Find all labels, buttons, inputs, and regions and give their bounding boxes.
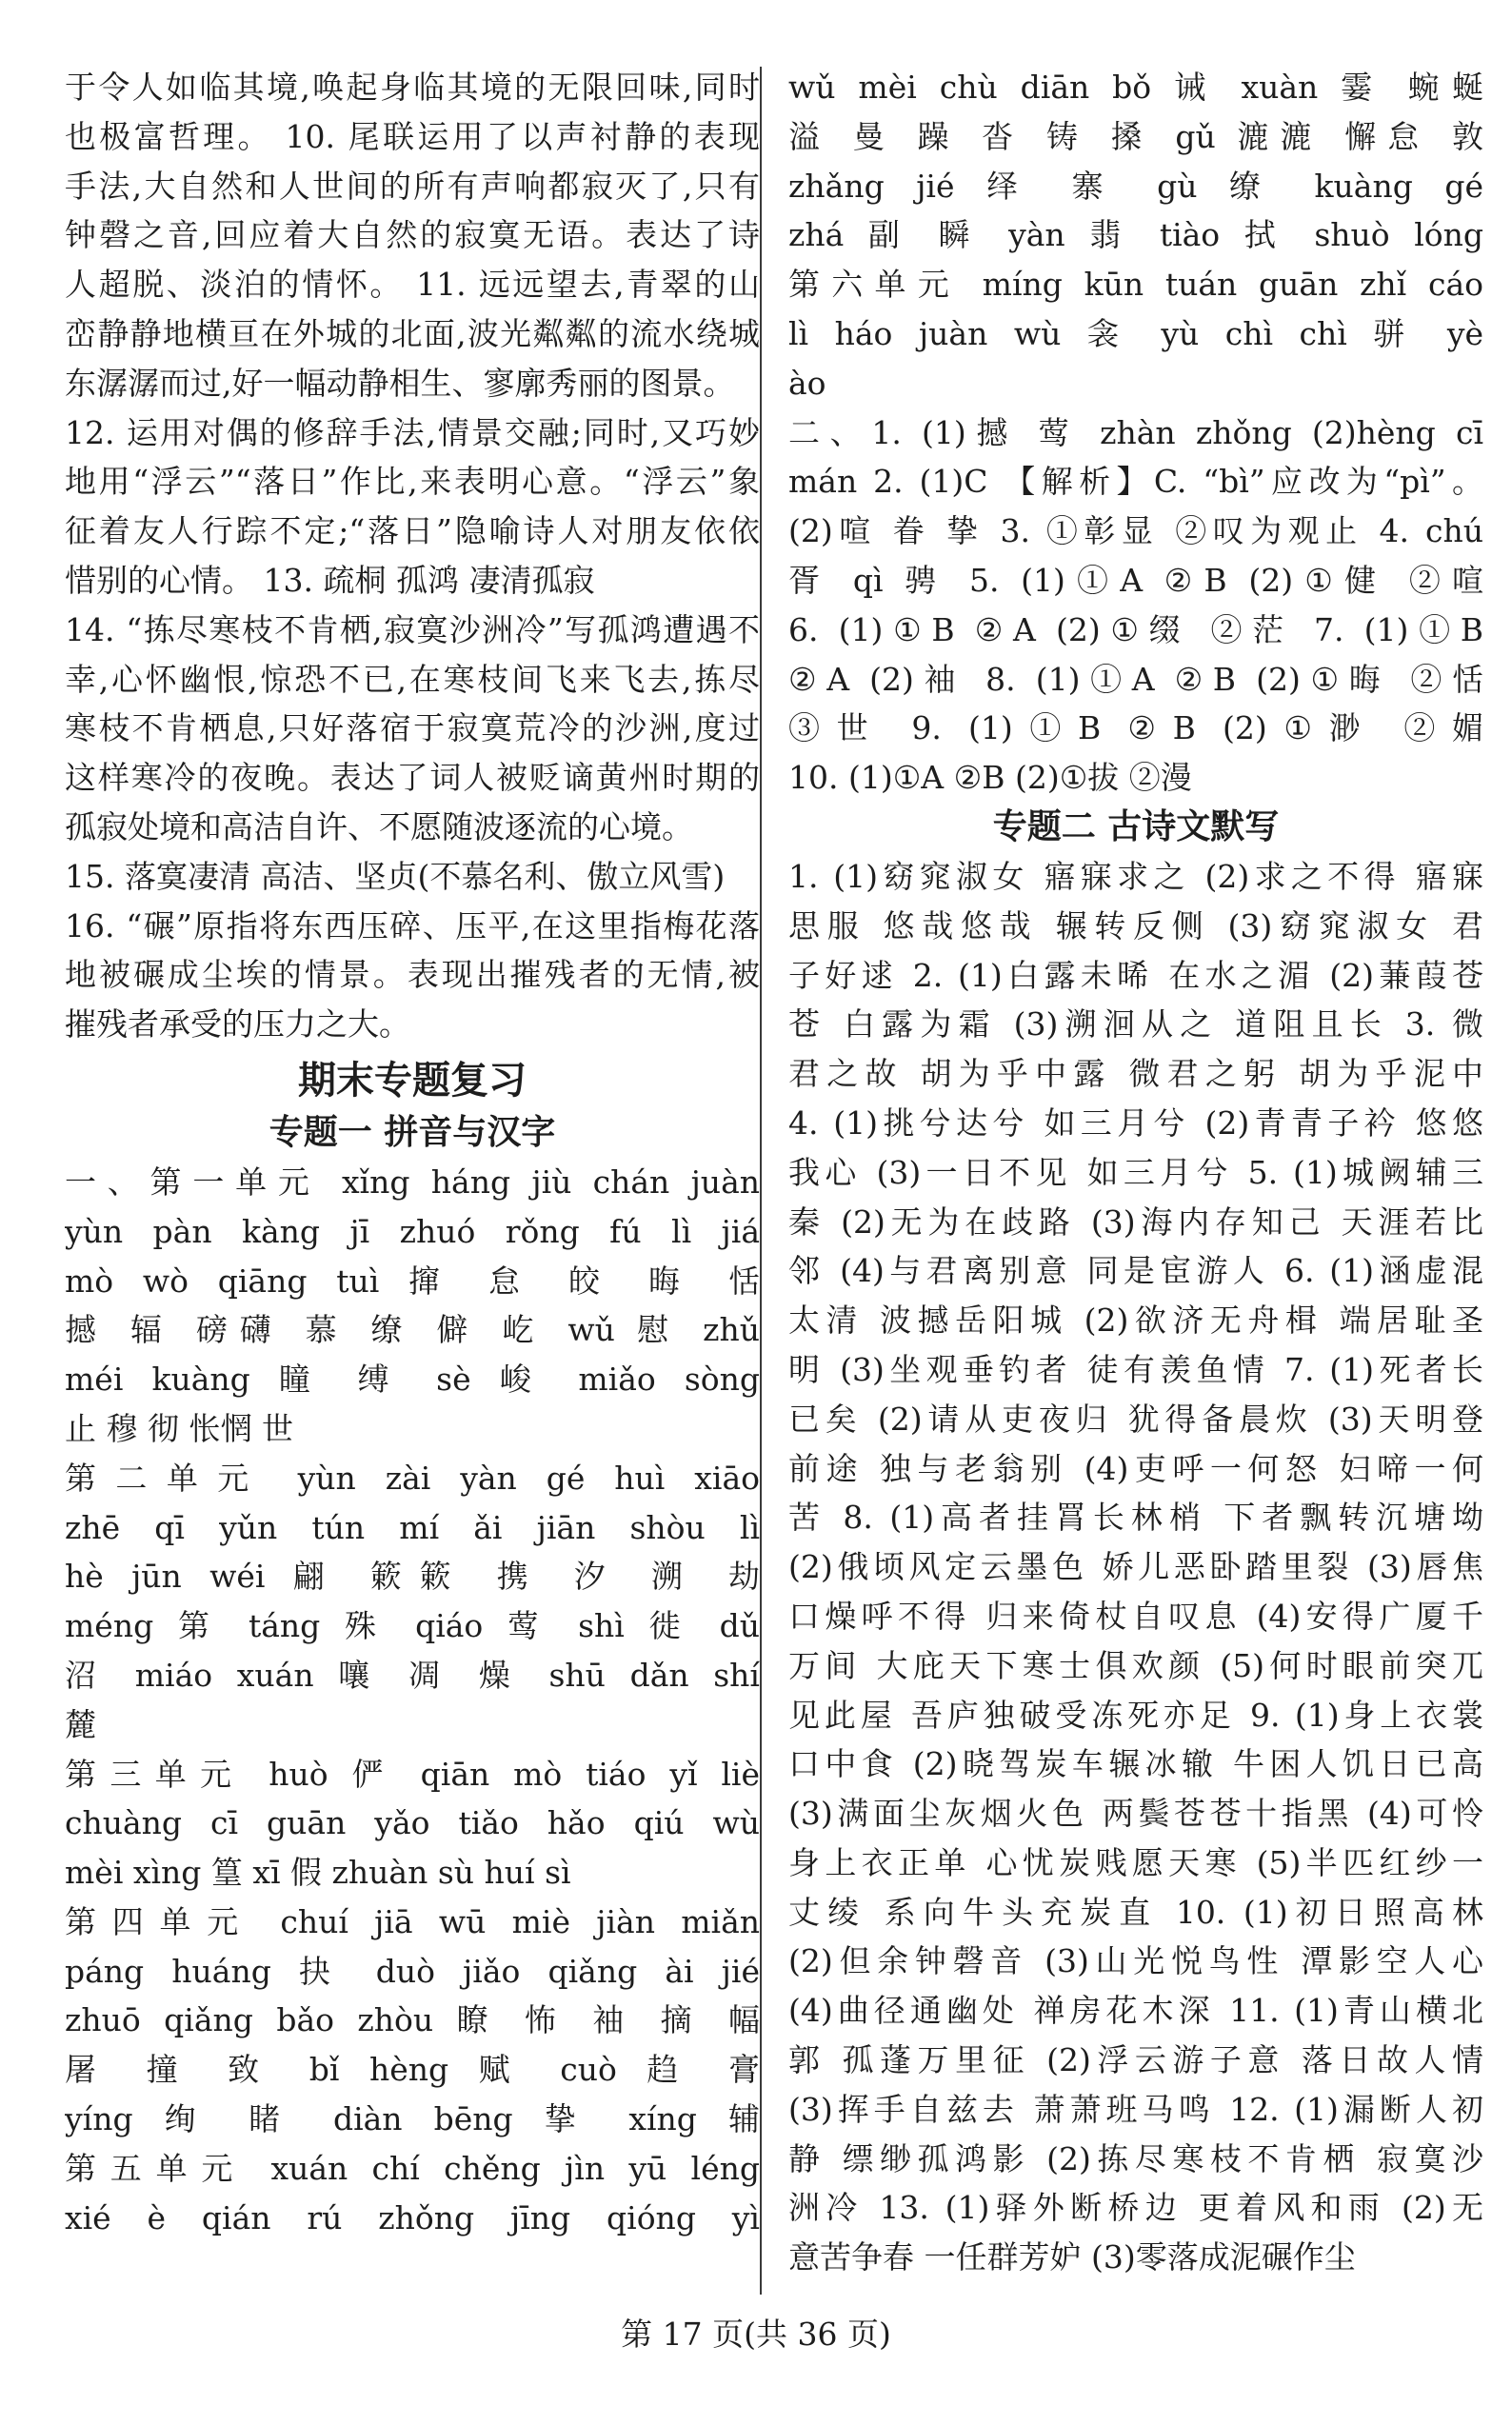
text-line: 孤寂处境和高洁自许、不愿随波逐流的心境。 bbox=[65, 807, 693, 845]
text-line: mèi xìng 篁 xī 假 zhuàn sù huí sì bbox=[65, 1854, 571, 1892]
text-line: 征着友人行踪不定;“落日”隐喻诗人对朋友依依 bbox=[65, 512, 760, 550]
poem-dictation-answers bbox=[788, 852, 1483, 2282]
text-line: 一、第一单元 xǐng háng jiù chán juàn bbox=[65, 1163, 760, 1201]
text-line: chuàng cī guān yǎo tiǎo hǎo qiú wù bbox=[65, 1804, 760, 1842]
text-line: 12. 运用对偶的修辞手法,情景交融;同时,又巧妙 bbox=[65, 413, 760, 451]
text-line: 秦 (2)无为在歧路 (3)海内存知己 天涯若比 bbox=[788, 1203, 1483, 1241]
text-line: hè jūn wéi 翩 簌簌 携 汐 溯 劫 bbox=[65, 1558, 760, 1596]
text-line: 6. (1)①B ②A (2)①缀 ②茫 7. (1)①B bbox=[788, 610, 1483, 648]
text-line: mán 2. (1)C 【解析】C. “bì”应改为“pì”。 bbox=[788, 463, 1483, 501]
pinyin-hanzi-answers-continued bbox=[788, 63, 1483, 803]
text-line: 万间 大庇天下寒士俱欢颜 (5)何时眼前突兀 bbox=[788, 1646, 1483, 1684]
text-line: 16. “碾”原指将东西压碎、压平,在这里指梅花落 bbox=[65, 906, 760, 944]
text-line: páng huáng 抉 duò jiǎo qiǎng ài jié bbox=[65, 1952, 760, 1990]
text-line: (4)曲径通幽处 禅房花木深 11. (1)青山横北 bbox=[788, 1992, 1483, 2030]
text-line: 4. (1)挑兮达兮 如三月兮 (2)青青子衿 悠悠 bbox=[788, 1103, 1483, 1142]
text-line: 撼 辐 磅礴 慕 缭 僻 屹 wǔ 慰 zhǔ bbox=[65, 1311, 760, 1349]
left-column bbox=[65, 63, 760, 2242]
text-line: yíng 绚 睹 diàn bēng 挚 xíng 辅 bbox=[65, 2100, 760, 2138]
text-line: 郭 孤蓬万里征 (2)浮云游子意 落日故人情 bbox=[788, 2041, 1483, 2079]
text-line: 惜别的心情。 13. 疏桐 孤鸿 凄清孤寂 bbox=[65, 561, 595, 599]
text-line: 我心 (3)一日不见 如三月兮 5. (1)城阙辅三 bbox=[788, 1153, 1483, 1191]
text-line: 邻 (4)与君离别意 同是宦游人 6. (1)涵虚混 bbox=[788, 1252, 1483, 1290]
text-line: lì háo juàn wù 衾 yù chì chì 骈 yè bbox=[788, 314, 1483, 352]
text-line: 寒枝不肯栖息,只好落宿于寂寞荒冷的沙洲,度过 bbox=[65, 709, 760, 747]
text-line: ào bbox=[788, 364, 826, 402]
text-line: 胥 qì 骋 5. (1)①A ②B (2)①健 ②喧 bbox=[788, 561, 1483, 599]
column-divider bbox=[760, 67, 762, 2295]
text-line: 洲冷 13. (1)驿外断桥边 更着风和雨 (2)无 bbox=[788, 2189, 1483, 2227]
text-line: 15. 落寞凄清 高洁、坚贞(不慕名利、傲立风雪) bbox=[65, 857, 726, 895]
text-line: 人超脱、淡泊的情怀。 11. 远远望去,青翠的山 bbox=[65, 266, 760, 304]
text-line: 口燥呼不得 归来倚杖自叹息 (4)安得广厦千 bbox=[788, 1597, 1483, 1635]
text-line: 麓 bbox=[65, 1705, 96, 1743]
text-line: 第四单元 chuí jiā wū miè jiàn miǎn bbox=[65, 1902, 760, 1940]
text-line: zhá 副 瞬 yàn 翡 tiào 拭 shuò lóng bbox=[788, 216, 1483, 254]
text-line: 屠 撞 致 bǐ hèng 赋 cuò 趋 膏 bbox=[65, 2051, 760, 2089]
text-line: 地被碾成尘埃的情景。表现出摧残者的无情,被 bbox=[65, 956, 760, 994]
text-line: 前途 独与老翁别 (4)吏呼一何怒 妇啼一何 bbox=[788, 1449, 1483, 1487]
text-line: (3)挥手自兹去 萧萧班马鸣 12. (1)漏断人初 bbox=[788, 2090, 1483, 2128]
text-line: (3)满面尘灰烟火色 两鬓苍苍十指黑 (4)可怜 bbox=[788, 1795, 1483, 1833]
text-line: 14. “拣尽寒枝不肯栖,寂寞沙洲冷”写孤鸿遭遇不 bbox=[65, 610, 760, 648]
text-line: (2)俄顷风定云墨色 娇儿恶卧踏里裂 (3)唇焦 bbox=[788, 1548, 1483, 1586]
text-line: 第二单元 yùn zài yàn gé huì xiāo bbox=[65, 1459, 760, 1497]
right-column bbox=[788, 63, 1483, 2282]
text-line: 静 缥缈孤鸿影 (2)拣尽寒枝不肯栖 寂寞沙 bbox=[788, 2139, 1483, 2177]
text-line: 君之故 胡为乎中露 微君之躬 胡为乎泥中 bbox=[788, 1055, 1483, 1093]
topic-one-title: 专题一 拼音与汉字 bbox=[269, 1112, 556, 1152]
text-line: 溢 曼 躁 沓 铸 搡 gǔ 漉漉 懈怠 敦 bbox=[788, 117, 1483, 155]
text-line: méi kuàng 瞳 缚 sè 峻 miǎo sòng bbox=[65, 1361, 760, 1399]
text-line: 口中食 (2)晓驾炭车辗冰辙 牛困人饥日已高 bbox=[788, 1745, 1483, 1783]
text-line: xié è qián rú zhǒng jīng qióng yì bbox=[65, 2198, 760, 2236]
final-review-title: 期末专题复习 bbox=[298, 1058, 527, 1103]
text-line: 太清 波撼岳阳城 (2)欲济无舟楫 端居耻圣 bbox=[788, 1302, 1483, 1340]
text-line: méng 第 táng 殊 qiáo 莺 shì 徙 dǔ bbox=[65, 1607, 760, 1645]
text-line: 沼 miáo xuán 嚷 凋 燥 shū dǎn shí bbox=[65, 1656, 760, 1694]
text-line: 东潺潺而过,好一幅动静相生、寥廓秀丽的图景。 bbox=[65, 364, 735, 402]
text-line: 二、1. (1)撼 莺 zhàn zhǒng (2)hèng cī bbox=[788, 413, 1483, 451]
text-line: 1. (1)窈窕淑女 寤寐求之 (2)求之不得 寤寐 bbox=[788, 857, 1483, 895]
text-line: yùn pàn kàng jī zhuó rǒng fú lì jiá bbox=[65, 1212, 760, 1250]
text-line: 见此屋 吾庐独破受冻死亦足 9. (1)身上衣裳 bbox=[788, 1696, 1483, 1734]
text-line: (2)但余钟磬音 (3)山光悦鸟性 潭影空人心 bbox=[788, 1942, 1483, 1980]
text-line: 地用“浮云”“落日”作比,来表明心意。“浮云”象 bbox=[65, 463, 760, 501]
text-line: mò wò qiāng tuì 撺 怠 皎 晦 恬 bbox=[65, 1262, 760, 1300]
text-line: (2)喧 眷 挚 3. ①彰显 ②叹为观止 4. chú bbox=[788, 512, 1483, 550]
text-line: 也极富哲理。 10. 尾联运用了以声衬静的表现 bbox=[65, 117, 760, 155]
text-line: 10. (1)①A ②B (2)①拔 ②漫 bbox=[788, 759, 1192, 797]
text-line: 明 (3)坐观垂钓者 徒有羡鱼情 7. (1)死者长 bbox=[788, 1350, 1483, 1388]
text-line: 第六单元 míng kūn tuán guān zhǐ cáo bbox=[788, 266, 1483, 304]
page-number-footer: 第 17 页(共 36 页) bbox=[621, 2316, 891, 2353]
text-line: 苍 白露为霜 (3)溯洄从之 道阻且长 3. 微 bbox=[788, 1005, 1483, 1044]
text-line: wǔ mèi chù diān bǒ 诫 xuàn 霎 蜿蜒 bbox=[788, 69, 1483, 106]
text-line: 幸,心怀幽恨,惊恐不已,在寒枝间飞来飞去,拣尽 bbox=[65, 660, 760, 698]
text-line: 于令人如临其境,唤起身临其境的无限回味,同时 bbox=[65, 69, 760, 106]
text-line: 丈绫 系向牛头充炭直 10. (1)初日照高林 bbox=[788, 1893, 1483, 1931]
text-line: 止 穆 彻 怅惘 世 bbox=[65, 1409, 293, 1447]
text-line: zhuō qiǎng bǎo zhòu 瞭 怖 袖 摘 幅 bbox=[65, 2001, 760, 2039]
text-line: 这样寒冷的夜晚。表达了词人被贬谪黄州时期的 bbox=[65, 759, 760, 797]
text-line: ③世 9. (1)①B ②B (2)①渺 ②媚 bbox=[788, 709, 1483, 747]
text-line: 钟磬之音,回应着大自然的寂寞无语。表达了诗 bbox=[65, 216, 760, 254]
text-line: 思服 悠哉悠哉 辗转反侧 (3)窈窕淑女 君 bbox=[788, 906, 1483, 944]
text-line: 峦静静地横亘在外城的北面,波光粼粼的流水绕城 bbox=[65, 314, 760, 352]
poem-analysis-answers bbox=[65, 63, 760, 1049]
topic-two-title: 专题二 古诗文默写 bbox=[992, 806, 1280, 846]
text-line: ②A (2)袖 8. (1)①A ②B (2)①晦 ②恬 bbox=[788, 660, 1483, 698]
text-line: 已矣 (2)请从吏夜归 犹得备晨炊 (3)天明登 bbox=[788, 1400, 1483, 1438]
text-line: 第三单元 huò 俨 qiān mò tiáo yǐ liè bbox=[65, 1755, 760, 1793]
text-line: 手法,大自然和人世间的所有声响都寂灭了,只有 bbox=[65, 167, 760, 205]
text-line: 子好逑 2. (1)白露未晞 在水之湄 (2)蒹葭苍 bbox=[788, 956, 1483, 994]
text-line: zhǎng jié 绎 寨 gù 缭 kuàng gé bbox=[788, 167, 1483, 205]
text-line: 身上衣正单 心忧炭贱愿天寒 (5)半匹红纱一 bbox=[788, 1843, 1483, 1881]
text-line: 第五单元 xuán chí chěng jìn yū léng bbox=[65, 2149, 760, 2187]
text-line: 意苦争春 一任群芳妒 (3)零落成泥碾作尘 bbox=[788, 2238, 1356, 2276]
pinyin-hanzi-answers bbox=[65, 1158, 760, 2243]
text-line: 摧残者承受的压力之大。 bbox=[65, 1005, 410, 1044]
text-line: 苦 8. (1)高者挂罥长林梢 下者飘转沉塘坳 bbox=[788, 1499, 1483, 1537]
text-line: zhē qī yǔn tún mí ǎi jiān shòu lì bbox=[65, 1508, 760, 1546]
